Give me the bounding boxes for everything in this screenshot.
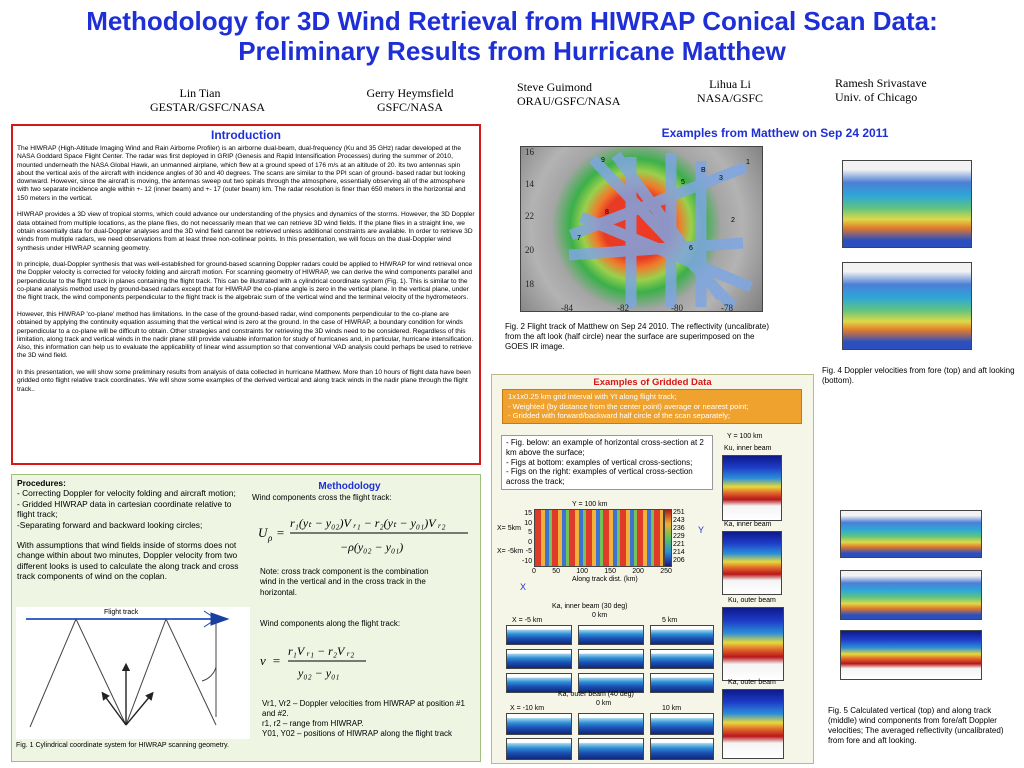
inner-slice [650, 673, 714, 693]
author-2 [355, 86, 465, 114]
intro-paragraph: The HIWRAP (High-Altitude Imaging Wind and Rain Airborne Profiler) is an airborne dual-beam, dual-frequency (Ku and 35 GHz) radar developed at the NASA Goddard Space Flight Center. The radar was first deployed in GRIP (Genesis and Rapid Intensification Processes) during the summer of 2010, mounted underneath the NASA Global Hawk, an unmanned airplane, which flew at a ground speed of 176 m/s at an altitude of 20. Its two antennas spin about the vertical axis of the aircraft with incidence angles of 30 and 40 degrees. The scans are similar to the PPI scan of ground- based radar but looking downward. However, since the aircraft is moving, the antennas sweep out two spirals through the atmosphere, essentially observing all of the atmosphere with two separate incidence angle within +- 12 (inner beam) and +- 17 (outer beam) km. The radar resolution is finer than 650 meters in the horizontal and 150 meters in the vertical. [17, 145, 466, 202]
cross-equation-svg [256, 509, 476, 561]
cb-tick: 214 [673, 549, 685, 556]
along-track-equation [258, 637, 408, 685]
inner-slice [578, 673, 644, 693]
svg-text:22: 22 [525, 211, 534, 221]
fig1-diagram [16, 607, 250, 739]
inner-label: X = -5 km [512, 617, 543, 624]
fig4-doppler-aft-plot [842, 262, 972, 350]
intro-paragraph: In this presentation, we will show some preliminary results from analysis of data collected in hurricane Matthew. More than 10 hours of flight data have been gridded onto flight relative track coordinates. We will show some examples of the derived vertical and along track winds in the nadir plane through the flight track.. [17, 369, 471, 393]
introduction-body [17, 145, 475, 394]
definition-item: r1, r2 – range from HIWRAP. [262, 719, 364, 728]
svg-text:U: U [258, 525, 268, 540]
outer-slice [650, 738, 714, 760]
gridded-data-panel [491, 374, 814, 764]
guide-line: - Figs on the right: examples of vertical cross-section across the track; [506, 467, 693, 487]
author-affil: ORAU/GSFC/NASA [517, 94, 621, 108]
cylindrical-geometry-svg [16, 607, 250, 739]
inner-slice [578, 625, 644, 645]
definition-item: Y01, Y02 – positions of HIWRAP along the flight track [262, 729, 453, 738]
fig4-doppler-fore-plot [842, 160, 972, 248]
author-name: Lin Tian [179, 86, 221, 100]
outer-label: 10 km [662, 705, 682, 712]
intro-paragraph: HIWRAP provides a 3D view of tropical storms, which could advance our understanding of the physics and dynamics of the storms. However, the 3D Doppler data obtained from multiple locations, as the plane flies, do not necessarily mean that we can retrieve 3D wind fields. If the plane flies in a straight line, we obtain essentially data for dual-Doppler analyses and the 3D wind field cannot be retrieved unless additional constraints are available. In order to retrieve 3D winds from multiple radars, we need observations from at least three non-collinear points. In this presentation, we will focus on the dual-Doppler wind synthesis under HIWRAP scanning geometry. [17, 211, 475, 252]
inner-slice [650, 625, 714, 645]
methodology-heading: Methodology [318, 481, 381, 492]
map-marker: 7 [577, 235, 581, 242]
y100-mid-label: Y = 100 km [572, 501, 608, 508]
x-ticks: 0 50 100 150 200 250 [532, 568, 672, 575]
inner-slice [506, 649, 572, 669]
procedures-title: Procedures: [17, 478, 66, 488]
fig5-reflectivity-plot [840, 630, 982, 680]
map-marker: 2 [731, 217, 735, 224]
flight-track-svg [521, 147, 764, 313]
fig5-caption: Fig. 5 Calculated vertical (top) and along track (middle) wind components from fore/aft Doppler velocities; The averaged reflectivity (uncalibrated) from fore and aft looking. [828, 706, 1004, 745]
procedure-item: - Correcting Doppler for velocity folding and aircraft motion; [17, 488, 236, 499]
svg-text:20: 20 [525, 245, 534, 255]
svg-text:-78: -78 [721, 303, 733, 313]
x-minus-label: X= -5km [497, 548, 524, 555]
author-affil: GSFC/NASA [376, 100, 444, 114]
x-axis-arrow: X [520, 582, 527, 592]
inner-slice [578, 649, 644, 669]
svg-text:-84: -84 [561, 303, 573, 313]
procedures-block [17, 478, 247, 582]
ku-outer-cross-plot [722, 607, 784, 681]
grid-spec-box [502, 389, 802, 424]
inner-label: 5 km [662, 617, 678, 624]
x-plus-label: X= 5km [497, 525, 521, 532]
author-name: Ramesh Srivastave [835, 76, 927, 90]
ka-inner-label: Ka, inner beam [724, 521, 772, 528]
fig4-caption: Fig. 4 Doppler velocities from fore (top) and aft looking (bottom). [822, 366, 1015, 385]
svg-text:14: 14 [525, 179, 534, 189]
author-name: Gerry Heymsfield [366, 86, 454, 100]
svg-text:18: 18 [525, 279, 534, 289]
cb-tick: 251 [673, 509, 685, 516]
map-marker: 6 [689, 245, 693, 252]
guide-line: - Fig. below: an example of horizontal cross-section at 2 km above the surface; [506, 438, 704, 457]
map-marker: B [701, 167, 706, 174]
x-axis-label: Along track dist. (km) [572, 576, 638, 583]
inner-label: 0 km [592, 612, 608, 619]
y-ticks: 15 10 5 0 -5 -10 [522, 510, 533, 565]
variable-definitions [262, 699, 467, 739]
outer-slice [650, 713, 714, 735]
svg-text:−ρ(y₀₂ − y₀₁): −ρ(y₀₂ − y₀₁) [340, 540, 404, 554]
author-5 [835, 76, 955, 104]
svg-text:ρ: ρ [268, 533, 273, 543]
map-marker: 9 [601, 157, 605, 164]
procedure-item: - Gridded HIWRAP data in cartesian coordinate relative to flight track; [17, 498, 232, 520]
author-name: Steve Guimond [517, 80, 592, 94]
ku-inner-cross-plot [722, 455, 782, 521]
y-axis-arrow: Y [698, 525, 705, 535]
map-marker: 8 [605, 209, 609, 216]
cb-tick: 221 [673, 541, 685, 548]
author-affil: NASA/GSFC [696, 91, 764, 105]
cb-tick: 206 [673, 557, 685, 564]
ka-outer-label: Ka, outer beam [728, 679, 776, 686]
title-line-2: Preliminary Results from Hurricane Matthew [238, 36, 786, 66]
figure-guide-box [501, 435, 713, 490]
inner-beam-title: Ka, inner beam (30 deg) [552, 603, 628, 610]
svg-text:=: = [276, 525, 285, 540]
author-affil: GESTAR/GSFC/NASA [150, 100, 266, 114]
fig2-flight-track-map [520, 146, 763, 312]
outer-slice [578, 738, 644, 760]
guide-line: - Figs at bottom: examples of vertical cross-sections; [506, 457, 693, 467]
along-heading: Wind components along the flight track: [260, 619, 401, 628]
grid-spec-line: 1x1x0.25 km grid interval with Yt along flight track; [508, 392, 677, 401]
cross-track-equation [256, 509, 476, 561]
colorbar [664, 509, 672, 567]
along-equation-svg [258, 637, 408, 685]
outer-label: 0 km [596, 700, 612, 707]
svg-text:-80: -80 [671, 303, 683, 313]
ku-inner-label: Ku, inner beam [724, 445, 772, 452]
svg-text:=: = [272, 653, 281, 668]
author-name: Lihua Li [709, 77, 751, 91]
svg-text:16: 16 [525, 147, 534, 157]
introduction-panel [11, 124, 481, 465]
fig1-caption: Fig. 1 Cylindrical coordinate system for HIWRAP scanning geometry. [16, 742, 229, 749]
ku-outer-label: Ku, outer beam [728, 597, 776, 604]
inner-slice [506, 673, 572, 693]
author-4 [685, 77, 775, 105]
cb-tick: 243 [673, 517, 685, 524]
svg-text:v: v [260, 653, 266, 668]
title-line-1: Methodology for 3D Wind Retrieval from HIWRAP Conical Scan Data: [86, 6, 938, 36]
map-marker: 1 [746, 159, 750, 166]
fig2-caption: Fig. 2 Flight track of Matthew on Sep 24 2010. The reflectivity (uncalibrate) from the aft look (half circle) near the surface are superimposed on the GOES IR image. [505, 322, 769, 351]
ka-inner-cross-plot [722, 531, 782, 595]
svg-text:y₀₂ − y₀₁: y₀₂ − y₀₁ [298, 666, 340, 680]
outer-slice [506, 713, 572, 735]
author-3 [517, 80, 637, 108]
svg-text:-82: -82 [617, 303, 629, 313]
methodology-panel [11, 474, 481, 762]
introduction-heading: Introduction [211, 128, 281, 142]
fig1-label-flight-track: Flight track [104, 609, 139, 616]
intro-paragraph: In principle, dual-Doppler synthesis that was well-established for ground-based scanning Doppler radars could be applied to HIWRAP for wind retrieval once the Doppler velocity is corrected for velocity folding and aircraft motion. For scanning geometry of HIWRAP, we can derive the wind components parallel and perpendicular to the flight track in planes containing the flight track. This can be illustrated with a cylindrical coordinate system (Fig. 1). This is similar to the co-plane analysis method used by ground-based radars except that for HIWRAP the co-plane angle is zero in the vertical plane. In the vertical plane, under the flight track, the wind components perpendicular to the flight track is the algebraic sum of the vertical wind and the terminal velocity of the hydrometeors. [17, 261, 473, 302]
cross-heading: Wind components cross the flight track: [252, 493, 392, 502]
author-affil: Univ. of Chicago [835, 90, 918, 104]
procedures-note: With assumptions that wind fields inside of storms does not change within about two minutes, Doppler velocity from two different looks is used to calculate the along track and cross track components of wind on the coplan. [17, 540, 239, 582]
cb-tick: 229 [673, 533, 685, 540]
svg-text:r₁V ᵣ₁ − r₂V ᵣ₂: r₁V ᵣ₁ − r₂V ᵣ₂ [288, 644, 355, 658]
gridded-heading: Examples of Gridded Data [593, 377, 712, 388]
definition-item: Vr1, Vr2 – Doppler velocities from HIWRAP at position #1 and #2. [262, 699, 465, 718]
grid-spec-line: - Weighted (by distance from the center point) average or nearest point; [508, 401, 749, 411]
outer-label: X = -10 km [510, 705, 545, 712]
map-marker: 5 [681, 179, 685, 186]
poster-title [0, 6, 1024, 66]
outer-beam-title: Ka, outer beam (40 deg) [558, 691, 634, 698]
fig5-vertical-wind-plot [840, 510, 982, 558]
procedure-item: -Separating forward and backward looking circles; [17, 519, 203, 530]
cb-tick: 236 [673, 525, 685, 532]
horizontal-cross-section [534, 509, 664, 567]
fig5-along-track-plot [840, 570, 982, 620]
cross-note: Note: cross track component is the combination wind in the vertical and in the cross track in the horizontal. [260, 567, 429, 597]
ka-outer-cross-plot [722, 689, 784, 759]
inner-slice [506, 625, 572, 645]
author-1 [150, 86, 266, 114]
examples-heading: Examples from Matthew on Sep 24 2011 [661, 126, 889, 140]
grid-spec-line: - Gridded with forward/backward half circle of the scan separately; [508, 411, 731, 421]
outer-slice [578, 713, 644, 735]
outer-slice [506, 738, 572, 760]
inner-slice [650, 649, 714, 669]
intro-paragraph: However, this HIWRAP 'co-plane' method has limitations. In the case of the ground-based radar, wind components perpendicular to the co-plane are obtained by applying the continuity equation assuming that the vertical wind is zero at the ground. In the case of HIWRAP, a boundary condition for winds perpendicular to a co-plane will be difficult to obtain. Other strategies and constraints for retrieving the 3D winds need to be considered. Regardless of this limitation, along track and vertical winds in the nadir plane still provide valuable information for study of hurricanes and, in particular, hurricane intensification. Also, this information can help us to evaluate the applicability of linear wind assumption so that conventional VAD analysis could perhaps be used to retrieve the 3D wind field. [17, 310, 474, 360]
svg-text:r₁(yₜ − y₀₂)V ᵣ₁ − r₂(yₜ − y₀₁: r₁(yₜ − y₀₂)V ᵣ₁ − r₂(yₜ − y₀₁)V ᵣ₂ [290, 516, 446, 530]
y100-label: Y = 100 km [727, 433, 763, 440]
map-marker: 3 [719, 175, 723, 182]
